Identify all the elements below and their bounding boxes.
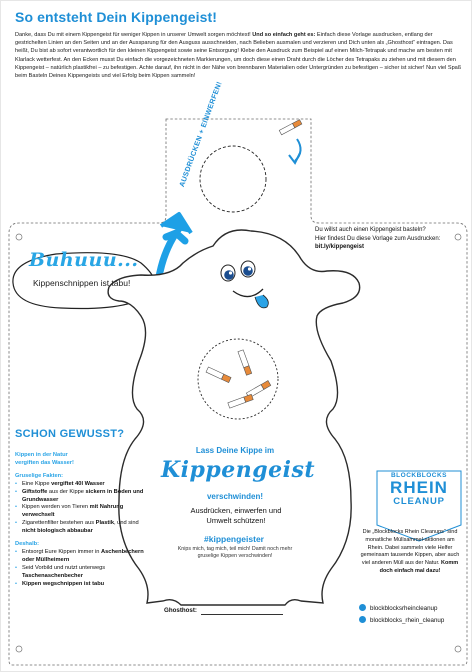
therefore-item: • Kippen wegschnippen ist tabu <box>15 581 150 589</box>
knowledge-panel <box>15 452 150 589</box>
mount-hole-bottom-left <box>16 646 22 652</box>
facts-list <box>15 481 150 536</box>
mount-hole-left <box>16 234 22 240</box>
therefore-item: • Seid Vorbild und nutzt unterwegs Taschenaschenbecher <box>15 565 150 581</box>
fact-item: • Eine Kippe vergiftet 40l Wasser <box>15 481 150 489</box>
mount-hole-bottom-right <box>455 646 461 652</box>
cutout-circle[interactable] <box>200 146 266 212</box>
cutout-label: AUSDRÜCKEN + EINWERFEN! <box>177 80 224 189</box>
bubble-big-word: Kippengeist <box>161 457 316 483</box>
mount-hole-right <box>455 234 461 240</box>
intro-how-label: Und so einfach geht es: <box>252 32 316 38</box>
bubble-small-text: Knips mich, tag mich, teil mich! Damit noch mehr gruselige Kippen verschwinden! <box>177 546 293 560</box>
ghost-pupil-right <box>243 266 253 276</box>
org-cta: Komm doch einfach mal dazu! <box>379 560 459 574</box>
org-description: Die „Blockblocks Rhein Cleanups“ sind monatliche Müllsammel-aktionen am Rhein. Dabei sammeln viele Helfer gemeinsam tausende Kippen, aber auch viel anderen Müll aus der Natur. Komm doch einfach mal dazu! <box>360 529 460 574</box>
ghosthost-field[interactable] <box>201 614 283 615</box>
bubble-line-4: Ausdrücken, einwerfen und Umwelt schützen! <box>190 506 282 525</box>
arrow-small-head <box>289 153 300 163</box>
buhuuu-title: Buhuuu... <box>29 249 139 271</box>
fact-item: • Giftstoffe aus der Kippe sickern in Boden und Grundwasser <box>15 489 150 505</box>
logo-line-3: CLEANUP <box>393 496 445 507</box>
therefore-list <box>15 549 150 589</box>
ghost-eye-glint-left <box>229 271 232 274</box>
page-title: So entsteht Dein Kippengeist! <box>15 9 218 25</box>
therefore-item: • Entsorgt Eure Kippen immer in Aschenbechern oder Müllheimern <box>15 549 150 565</box>
facebook-icon <box>359 604 366 611</box>
ghost-belly-circle <box>198 339 278 419</box>
intro-part-3: Klebe den Ausdruck zum Beispiel auf einen Milch-Tetrapak und mache am besten mit Klarlack wetterfest. An den Ecken musst Du einfach die vorgezeichneten Markierungen, um doch diese einen Draht durch die Löcher des Tetrapaks zu ziehen und mit diesem den Kippengeist – natürlich plastikfrei – zu befestigen. Achte darauf, ihn nicht in der Nähe von brennbaren Materialien oder Untergründen zu befestigen – sicher ist sicher! Nun viel Spaß beim Basteln Deines Kippengeists und viel Erfolg beim Kippen sammeln! <box>15 48 462 80</box>
intro-part-1: Danke, dass Du mit einem Kippengeist für weniger Kippen in unserer Umwelt sorgen möchtest! <box>15 32 251 38</box>
bubble-line-3: verschwinden! <box>206 492 263 501</box>
side-note-line-2: Hier findest Du diese Vorlage zum Ausdrucken: <box>315 235 441 242</box>
bubble-line-1: Lass Deine Kippe im <box>195 446 275 455</box>
fact-item: • Kippen werden von Tieren mit Nahrung verwechselt <box>15 504 150 520</box>
side-note-line-1: Du willst auch einen Kippengeist basteln? <box>315 227 426 233</box>
cigarette-top-icon <box>279 120 302 135</box>
knowledge-lead-2: vergiften das Wasser! <box>15 459 74 466</box>
therefore-heading: Deshalb: <box>15 541 40 548</box>
buhuuu-subtitle: Kippenschnippen ist tabu! <box>33 278 131 288</box>
logo-text <box>377 466 461 526</box>
side-note <box>315 226 440 252</box>
knowledge-title: SCHON GEWUSST? <box>15 428 125 440</box>
facebook-link[interactable]: blockblocksrheincleanup <box>359 603 444 615</box>
instagram-icon <box>359 616 366 623</box>
social-links <box>359 603 444 627</box>
ghost-eye-glint-right <box>248 267 251 270</box>
instagram-link[interactable]: blockblocks_rhein_cleanup <box>359 615 444 627</box>
ghosthost-label: Ghosthost: <box>164 607 197 614</box>
fact-item: • Zigarettenfilter bestehen aus Plastik, und sind nicht biologisch abbaubar <box>15 520 150 536</box>
facts-heading: Gruselige Fakten: <box>15 472 64 479</box>
ghost-pupil-left <box>224 270 234 280</box>
knowledge-lead-1: Kippen in der Natur <box>15 452 68 458</box>
logo-line-2: RHEIN <box>390 478 448 497</box>
side-note-link[interactable]: bit.ly/kippengeist <box>315 244 365 250</box>
intro-part-2: Einfach diese Vorlage ausdrucken, entlang der gestrichelten Linien an den Seiten und an der Aussparung für den Ausguss ausschneiden, nach Belieben ausmalen und verzieren und Dich unten als „Ghosthost“ eintragen. Das heißt, Du bist ab sofort verantwortlich für den kleinen Kippengeist sowie seine Entsorgung! <box>15 32 453 55</box>
bubble-hashtag: #kippengeister <box>204 534 264 544</box>
logo-line-1: BLOCKBLOCKS <box>390 472 448 479</box>
